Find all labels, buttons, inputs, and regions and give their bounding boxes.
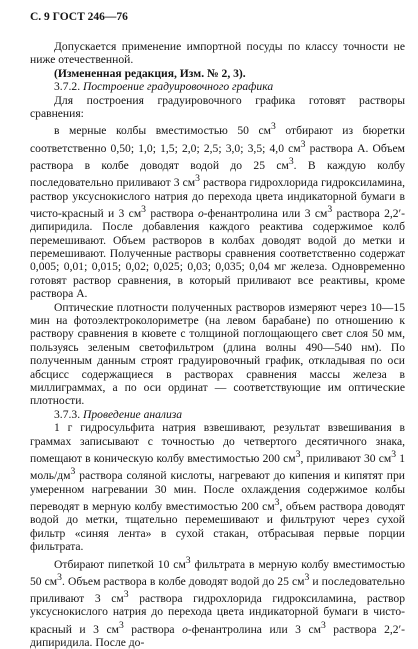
document-body <box>30 40 405 649</box>
paragraph-p5: в мерные колбы вместимостью 50 $см^3$ отбирают из бюретки соответственно 0,50; 1,0; 1,5; 2,0; 2,5; 3,0; 3,5; 4,0 $см^3$ раствора А. Объем раствора в колбе доводят водой до 25 $см^3$. В каждую колбу последовательно приливают 3 $см^3$ раствора гидрохлорида гидроксиламина, раствор уксуснокислого натрия до перехода цвета индикаторной бумаги в чисто-красный и 3 $см^3$ раствора о-фенантролина или 3 $см^3$ раствора 2,2′-дипиридила. После добавления каждого реактива содержимое колб перемешивают. Объем растворов в колбах доводят водой до метки и перемешивают. Полученные растворы сравнения соответственно содержат 0,005; 0,01; 0,015; 0,02; 0,025; 0,03; 0,035; 0,04 мг железа. Одновременно готовят раствор сравнения, в который приливают все реактивы, кроме раствора А. <box>30 120 405 300</box>
paragraph-p1: Допускается применение импортной посуды по классу точности не ниже отечественной. <box>30 40 405 67</box>
paragraph-p3: 3.7.2. Построение градуировочного графика <box>30 80 405 93</box>
paragraph-p4: Для построения градуировочного графика готовят растворы сравнения: <box>30 94 405 121</box>
paragraph-p8: 1 г гидросульфита натрия взвешивают, результат взвешивания в граммах записывают с точностью до четвертого десятичного знака, помещают в коническую колбу вместимостью 200 $см^3$, приливают 30 $см^3$ 1 моль/$дм^3$ раствора соляной кислоты, нагревают до кипения и кипятят при умеренном нагревании 30 мин. После охлаждения содержимое колбы переводят в мерную колбу вместимостью 200 $см^3$, объем раствора доводят водой до метки, тщательно перемешивают и фильтруют через сухой фильтр «синяя лента» в сухой стакан, отбрасывая первые порции фильтрата. <box>30 421 405 553</box>
paragraph-p7: 3.7.3. Проведение анализа <box>30 408 405 421</box>
paragraph-p9: Отбирают пипеткой 10 $см^3$ фильтрата в мерную колбу вместимостью 50 $см^3$. Объем раствора в колбе доводят водой до 25 $см^3$ и последовательно приливают 3 $см^3$ раствора гидрохлорида гидроксиламина, раствор уксуснокислого натрия до перехода цвета индикаторной бумаги в чисто-красный и 3 $см^3$ раствора о-фенантролина или 3 $см^3$ раствора 2,2′-дипиридила. После до- <box>30 554 405 649</box>
paragraph-p6: Оптические плотности полученных растворов измеряют через 10—15 мин на фотоэлектроколориметре (на левом барабане) по отношению к раствору сравнения в кювете с толщиной поглощающего свет слоя 50 мм, пользуясь зеленым светофильтром (длина волны 490—540 нм). По полученным данным строят градуировочный график, откладывая по оси абсцисс содержащиеся в растворах сравнения массы железа в миллиграммах, а по оси ординат — соответствующие им оптические плотности. <box>30 301 405 408</box>
page-header: С. 9 ГОСТ 246—76 <box>30 11 128 23</box>
paragraph-p2: (Измененная редакция, Изм. № 2, 3). <box>30 67 405 80</box>
